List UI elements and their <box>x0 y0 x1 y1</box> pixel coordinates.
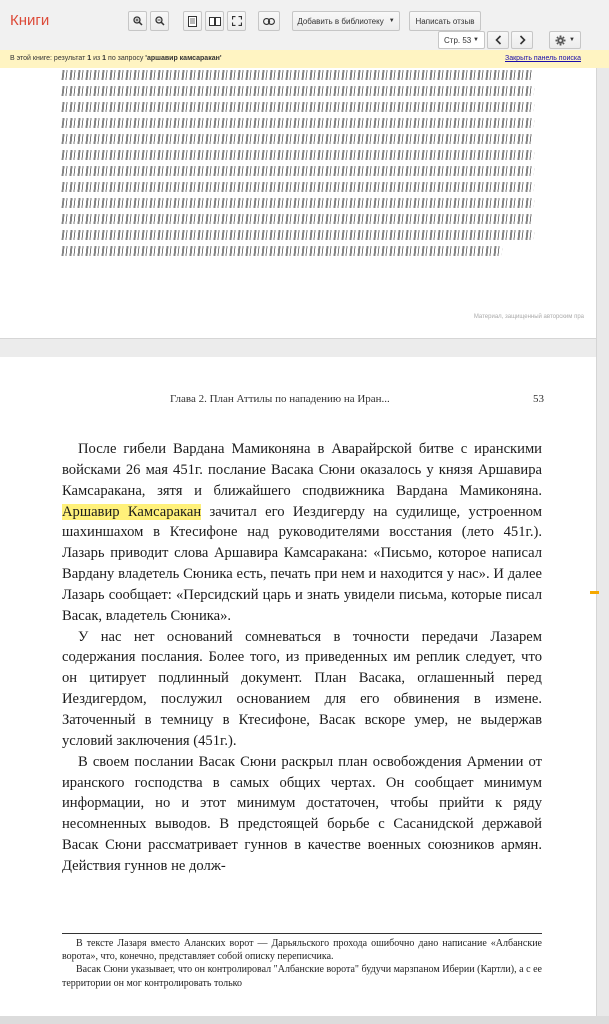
upper-book-page <box>0 68 596 338</box>
search-query: 'аршавир камсаракан' <box>145 55 222 62</box>
top-toolbar <box>0 0 609 51</box>
armenian-text-line <box>61 182 534 192</box>
two-page-view-button[interactable] <box>205 11 224 31</box>
footnote-divider <box>62 933 542 934</box>
search-highlight: Аршавир Камсаракан <box>62 503 202 520</box>
armenian-text-line <box>61 246 502 256</box>
zoom-in-icon <box>133 16 143 26</box>
armenian-text-line <box>61 102 534 112</box>
zoom-out-icon <box>155 16 165 26</box>
link-icon <box>263 18 275 25</box>
single-page-icon <box>188 16 197 27</box>
armenian-text-line <box>61 134 532 144</box>
armenian-text-line <box>61 70 532 80</box>
armenian-text-line <box>61 118 534 128</box>
footnote: Васак Сюни указывает, что он контролировал "Албанские ворота" будучи марзпаном Иберии (Картли), а с ее территории он мог контролировать только <box>62 964 542 989</box>
chevron-right-icon <box>519 35 526 45</box>
armenian-text-line <box>61 230 534 240</box>
link-button[interactable] <box>258 11 280 31</box>
search-result-total: 1 <box>102 55 107 62</box>
copyright-watermark: Материал, защищенный авторским пра <box>473 314 584 320</box>
search-results-bar <box>0 50 609 69</box>
add-to-library-label: Добавить в библиотеку <box>297 16 384 26</box>
two-page-icon <box>209 17 221 26</box>
lower-book-page <box>0 357 596 1024</box>
chevron-down-icon: ▼ <box>388 18 395 24</box>
zoom-out-button[interactable] <box>150 11 169 31</box>
zoom-in-button[interactable] <box>128 11 147 31</box>
armenian-text-line <box>61 214 532 224</box>
write-review-label: Написать отзыв <box>415 16 475 26</box>
search-result-index: 1 <box>87 55 92 62</box>
search-message-query-prefix: по запросу <box>106 55 146 62</box>
previous-page-button[interactable] <box>487 31 509 49</box>
page-number: 53 <box>533 393 544 405</box>
search-message-of: из <box>91 55 103 62</box>
paragraph-text: зачитал его Иездигерду на судилище, устроенном шахиншахом в Ктесифоне над руководителями восстания (лето 451г.). Лазарь приводит слова Аршавира Камсаракана: «Письмо, которое написал Вардану владетель Сюника есть, печать при нем и находится у нас». И далее Лазарь сообщает: «Персидский царь и знать увидели письма, которые писал Васак, владетель Сюника». <box>62 503 542 624</box>
search-hit-marker[interactable] <box>590 591 599 594</box>
chevron-down-icon: ▼ <box>473 37 479 43</box>
single-page-view-button[interactable] <box>183 11 202 31</box>
settings-button[interactable] <box>549 31 581 49</box>
fullscreen-icon <box>232 16 242 26</box>
armenian-text-line <box>61 198 534 208</box>
paragraph-text: После гибели Вардана Мамиконяна в Аварайрской битве с иранскими войсками 26 мая 451г. послание Васака Сюни оказалось у князя Аршавира Камсаракана, зятя и ближайшего сподвижника Вардана Мамиконяна. <box>62 441 542 499</box>
page-separator <box>0 338 596 358</box>
fullscreen-button[interactable] <box>227 11 246 31</box>
next-page-button[interactable] <box>511 31 533 49</box>
chevron-down-icon: ▼ <box>569 37 575 43</box>
paragraph: У нас нет оснований сомневаться в точности передачи Лазарем содержания послания. Более того, из приведенных им реплик следует, что он цитирует подлинный документ. План Васака, оглашенный перед Иездигердом, послужил основанием для его обвинения в измене. Заточенный в темницу в Ктесифоне, Васак вскоре умер, не выдержав условий заключения (451г.). <box>62 628 542 749</box>
write-review-button[interactable] <box>409 11 481 31</box>
chevron-left-icon <box>495 35 502 45</box>
running-title: Глава 2. План Аттилы по нападению на Иран... <box>170 393 390 405</box>
brand-logo[interactable]: Книги <box>10 12 50 29</box>
footnotes <box>62 937 542 990</box>
search-results-message <box>10 55 221 62</box>
armenian-text-line <box>61 86 534 96</box>
page-body <box>62 439 542 877</box>
paragraph <box>62 439 542 627</box>
search-message-prefix: В этой книге: результат <box>10 55 88 62</box>
armenian-text-line <box>61 150 534 160</box>
page-scrollbar[interactable] <box>596 68 609 1024</box>
close-search-panel-link[interactable]: Закрыть панель поиска <box>505 55 581 62</box>
add-to-library-button[interactable] <box>292 11 400 31</box>
page-select[interactable] <box>438 31 485 49</box>
armenian-text-line <box>61 166 534 176</box>
paragraph: В своем послании Васак Сюни раскрыл план освобождения Армении от иранского господства в самых общих чертах. Он сообщает минимум информации, но и этот минимум достаточен, чтобы прийти к ряду несомненных выводов. В предстоящей борьбе с Сасанидской державой Васак Сюни рассматривает гуннов в качестве военных союзников армян. Действия гуннов не долж- <box>62 753 542 874</box>
page-select-value: Стр. 53 <box>444 35 472 45</box>
footnote: В тексте Лазаря вместо Аланских ворот — Дарьяльского прохода ошибочно дано написание «Албанские ворота», что, конечно, представляет собой описку переписчика. <box>62 938 542 963</box>
bottom-scrollbar[interactable] <box>0 1016 609 1024</box>
gear-icon <box>555 35 566 46</box>
